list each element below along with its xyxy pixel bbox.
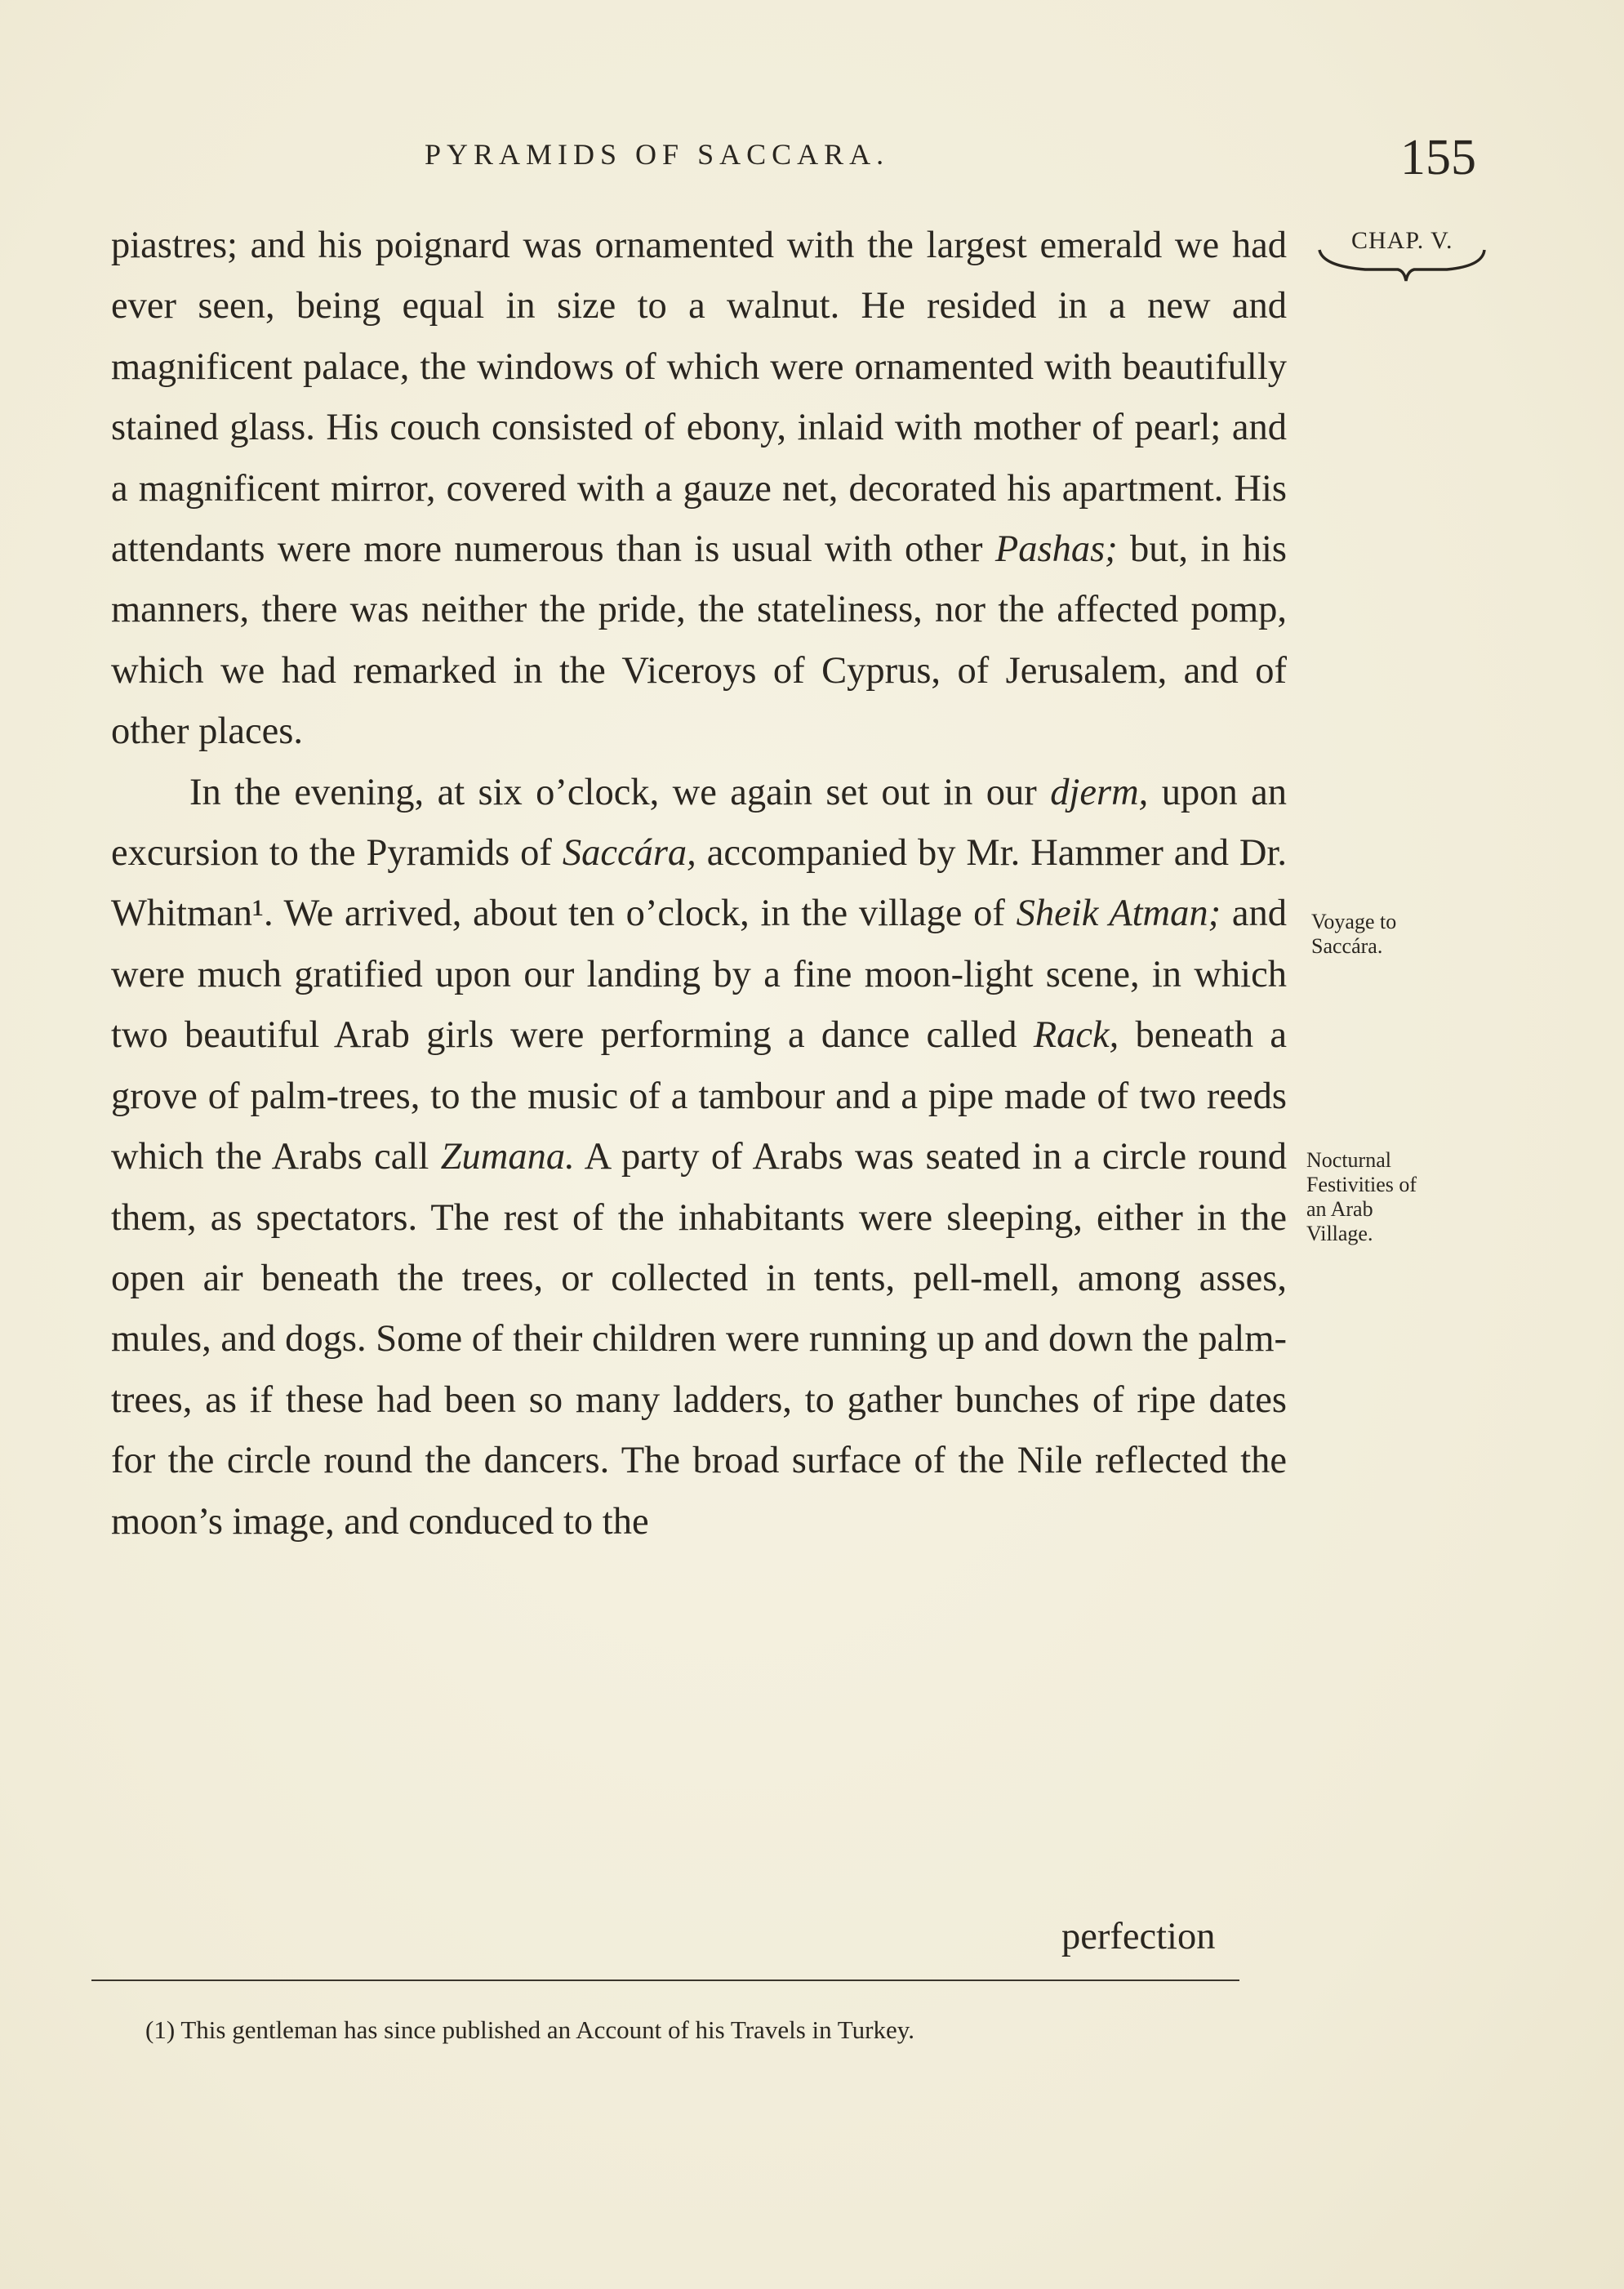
page-number: 155 — [1400, 130, 1476, 185]
margin-note-line: Village. — [1306, 1222, 1373, 1245]
margin-note-line: Saccára. — [1311, 934, 1383, 958]
margin-note-line: an Arab — [1306, 1197, 1373, 1221]
text-segment: A party of Arabs was seated in a circle round them, as spectators. The rest of the inhabitants were sleeping, either in the open air beneath the trees, or collected in tents, pell-mell, among asses, mules, and dogs. Some of their children were running up and down the palm-trees, as if these had been so many ladders, to gather bunches of ripe dates for the circle round the dancers. The broad surface of the Nile reflected the moon’s image, and conduced to the — [111, 1136, 1287, 1543]
paragraph-2 — [111, 763, 1287, 1552]
text-segment: In the evening, at six o’clock, we again set out in our — [189, 771, 1051, 813]
text-segment: and were much gratified upon our landing by a fine moon-light scene, in which two beautiful Arab girls were performing a dance called — [111, 893, 1287, 1057]
body-text — [111, 216, 1287, 1552]
running-title: PYRAMIDS OF SACCARA. — [425, 138, 890, 171]
text-segment: piastres; and his poignard was ornamented with the largest emerald we had ever seen, being equal in size to a walnut. He resided in a new and magnificent palace, the windows of which were ornamented with beautifully stained glass. His couch consisted of ebony, inlaid with mother of pearl; and a magnificent mirror, covered with a gauze net, decorated his apartment. His attendants were more numerous than is usual with other — [111, 225, 1287, 571]
footnote: (1) This gentleman has since published an Account of his Travels in Turkey. — [145, 2015, 914, 2044]
text-segment: accompanied by Mr. Hammer and Dr. Whitman¹. We arrived, about ten o’clock, in the village of — [111, 832, 1287, 935]
italic-term-djerm: djerm, — [1050, 771, 1149, 813]
margin-note-line: Voyage to — [1311, 910, 1397, 933]
catchword: perfection — [1061, 1916, 1216, 1957]
italic-term-sheik-atman: Sheik Atman; — [1016, 893, 1221, 935]
footnote-rule — [91, 1979, 1239, 1981]
italic-term-zumana: Zumana. — [440, 1136, 575, 1178]
paragraph-1 — [111, 216, 1287, 763]
margin-note-nocturnal — [1306, 1148, 1470, 1246]
text-segment: upon an excursion to the Pyramids of — [111, 771, 1288, 875]
italic-term-pashas: Pashas; — [994, 528, 1118, 571]
margin-note-voyage — [1311, 910, 1475, 959]
chapter-label: CHAP. V. — [1351, 227, 1453, 254]
italic-term-rack: Rack, — [1033, 1014, 1119, 1057]
chapter-brace-ornament — [1316, 247, 1488, 284]
italic-term-saccara: Saccára, — [562, 832, 696, 875]
text-segment: beneath a grove of palm-trees, to the music of a tambour and a pipe made of two reeds which the Arabs call — [111, 1014, 1287, 1178]
margin-note-line: Nocturnal — [1306, 1148, 1391, 1172]
text-segment: but, in his manners, there was neither the pride, the stateliness, nor the affected pomp, which we had remarked in the Viceroys of Cyprus, of Jerusalem, and of other places. — [111, 528, 1287, 753]
margin-note-line: Festivities of — [1306, 1173, 1417, 1196]
